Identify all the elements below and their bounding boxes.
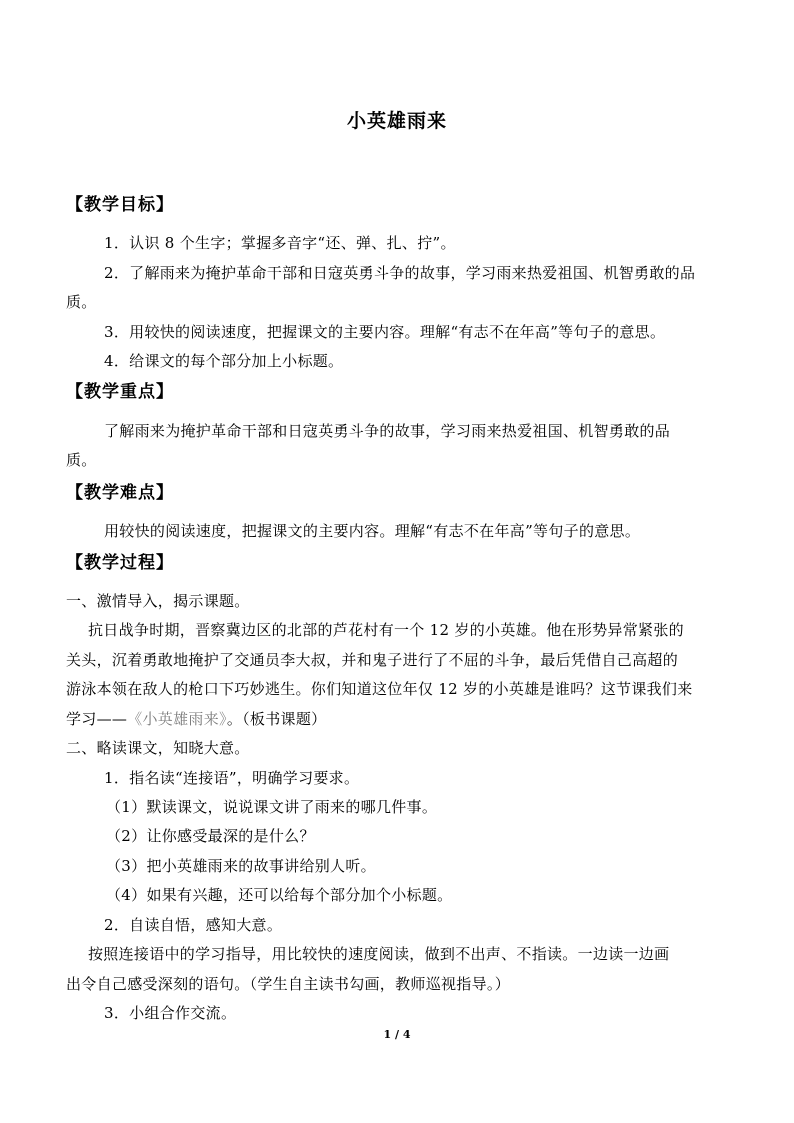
page-number: 1 / 4 — [383, 1028, 411, 1041]
process-step1-last-suffix: 。（板书课题） — [226, 710, 327, 728]
process-step1-title: 一、激情导入，揭示课题。 — [66, 592, 250, 610]
section-heading-difficulties: 【教学难点】 — [66, 483, 174, 503]
goal-item-4: 4．给课文的每个部分加上小标题。 — [104, 352, 344, 370]
keypoints-line-2: 质。 — [66, 451, 97, 469]
process-step2-sub2: 2．自读自悟，感知大意。 — [104, 916, 283, 934]
process-step2-sub1: 1．指名读“连接语”，明确学习要求。 — [104, 769, 360, 787]
keypoints-line-1: 了解雨来为掩护革命干部和日寇英勇斗争的故事，学习雨来热爱祖国、机智勇敢的品 — [104, 422, 671, 440]
process-step1-line-1: 抗日战争时期，晋察冀边区的北部的芦花村有一个 12 岁的小英雄。他在形势异常紧张的 — [88, 621, 684, 639]
question-1: （1）默读课文，说说课文讲了雨来的哪几件事。 — [106, 798, 438, 816]
goal-item-2: 2．了解雨来为掩护革命干部和日寇英勇斗争的故事，学习雨来热爱祖国、机智勇敢的品 — [104, 264, 696, 282]
goal-item-3: 3．用较快的阅读速度，把握课文的主要内容。理解“有志不在年高”等句子的意思。 — [104, 323, 666, 341]
section-heading-process: 【教学过程】 — [66, 553, 174, 573]
goal-item-2-cont: 质。 — [66, 293, 97, 311]
document-title: 小英雄雨来 — [346, 110, 447, 132]
process-step2-title: 二、略读课文，知晓大意。 — [66, 739, 250, 757]
difficulties-line-1: 用较快的阅读速度，把握课文的主要内容。理解“有志不在年高”等句子的意思。 — [104, 522, 641, 540]
process-step1-line-4 — [66, 708, 326, 729]
process-step1-last-prefix: 学习—— — [66, 710, 128, 728]
process-step2-sub3: 3．小组合作交流。 — [104, 1004, 237, 1022]
section-heading-goals: 【教学目标】 — [66, 195, 174, 215]
question-4: （4）如果有兴趣，还可以给每个部分加个小标题。 — [106, 886, 453, 904]
goal-item-1: 1．认识 8 个生字；掌握多音字“还、弹、扎、拧”。 — [104, 234, 456, 252]
process-step2-sub2-line-1: 按照连接语中的学习指导，用比较快的速度阅读，做到不出声、不指读。一边读一边画 — [88, 945, 670, 963]
section-heading-keypoints: 【教学重点】 — [66, 382, 174, 402]
process-step1-line-3: 游泳本领在敌人的枪口下巧妙逃生。你们知道这位年仅 12 岁的小英雄是谁吗？这节课我们来 — [66, 680, 693, 698]
process-step1-line-2: 关头，沉着勇敢地掩护了交通员李大叔，并和鬼子进行了不屈的斗争，最后凭借自己高超的 — [66, 651, 679, 669]
question-3: （3）把小英雄雨来的故事讲给别人听。 — [106, 857, 376, 875]
lesson-booktitle: 《小英雄雨来》 — [127, 710, 227, 728]
question-2: （2）让你感受最深的是什么？ — [106, 827, 315, 845]
process-step2-sub2-line-2: 出令自己感受深刻的语句。（学生自主读书勾画，教师巡视指导。） — [66, 975, 511, 993]
